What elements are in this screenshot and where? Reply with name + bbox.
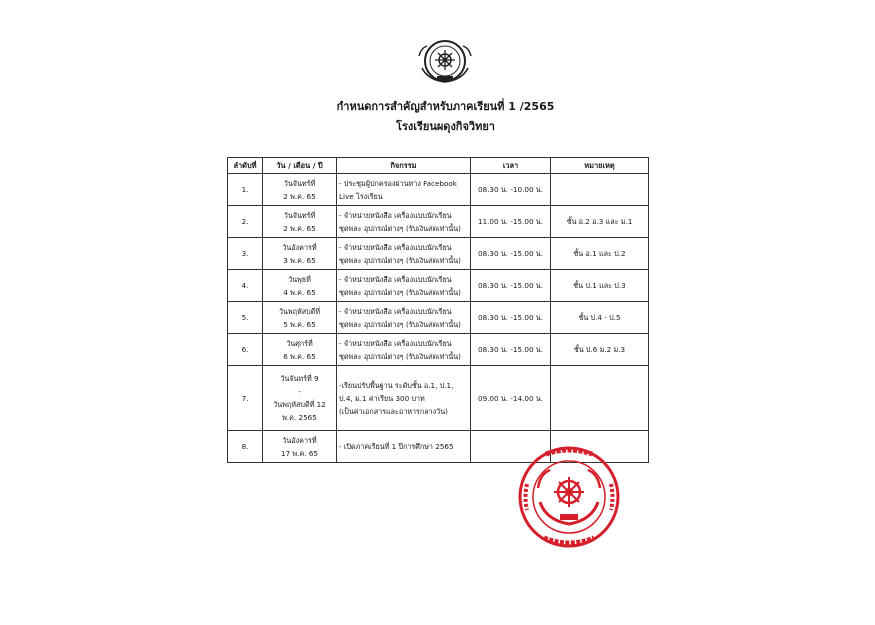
row-number: 2. <box>228 206 263 238</box>
table-row <box>228 366 649 431</box>
school-crest-icon <box>416 36 474 86</box>
row-time: 11.00 น. -15.00 น. <box>471 206 551 238</box>
row-number: 3. <box>228 238 263 270</box>
row-time: 08.30 น. -10.00 น. <box>471 174 551 206</box>
table-row <box>228 334 649 366</box>
row-date: วันจันทร์ที่ 9 - วันพฤหัสบดีที่ 12 พ.ค. 2565 <box>263 366 337 431</box>
row-number: 1. <box>228 174 263 206</box>
row-number: 8. <box>228 431 263 463</box>
row-date: วันศุกร์ที่ 6 พ.ค. 65 <box>263 334 337 366</box>
row-activity: - จำหน่ายหนังสือ เครื่องแบบนักเรียน ชุดพละ อุปกรณ์ต่างๆ (รับเงินสดเท่านั้น) <box>337 238 471 270</box>
row-date: วันพุธที่ 4 พ.ค. 65 <box>263 270 337 302</box>
column-header: กิจกรรม <box>337 158 471 174</box>
school-name: โรงเรียนผดุงกิจวิทยา <box>396 120 495 133</box>
row-date: วันจันทร์ที่ 2 พ.ค. 65 <box>263 206 337 238</box>
row-activity: - ประชุมผู้ปกครองผ่านทาง Facebook Live โรงเรียน <box>337 174 471 206</box>
table-row <box>228 238 649 270</box>
row-note <box>551 366 649 431</box>
row-number: 4. <box>228 270 263 302</box>
row-number: 7. <box>228 366 263 431</box>
row-note: ชั้น ป.4 - ป.5 <box>551 302 649 334</box>
table-row <box>228 206 649 238</box>
row-activity: - จำหน่ายหนังสือ เครื่องแบบนักเรียน ชุดพละ อุปกรณ์ต่างๆ (รับเงินสดเท่านั้น) <box>337 270 471 302</box>
row-time: 08.30 น. -15.00 น. <box>471 270 551 302</box>
row-activity: - จำหน่ายหนังสือ เครื่องแบบนักเรียน ชุดพละ อุปกรณ์ต่างๆ (รับเงินสดเท่านั้น) <box>337 206 471 238</box>
row-note: ชั้น อ.1 และ ป.2 <box>551 238 649 270</box>
column-header: วัน / เดือน / ปี <box>263 158 337 174</box>
row-note: ชั้น ป.1 และ ป.3 <box>551 270 649 302</box>
row-activity: -เรียนปรับพื้นฐาน ระดับชั้น อ.1, ป.1, ป.4, ม.1 ค่าเรียน 300 บาท (เป็นค่าเอกสารและอาหารกลางวัน) <box>337 366 471 431</box>
row-date: วันพฤหัสบดีที่ 5 พ.ค. 65 <box>263 302 337 334</box>
row-date: วันอังคารที่ 3 พ.ค. 65 <box>263 238 337 270</box>
schedule-table <box>227 157 649 463</box>
row-note: ชั้น ป.6 ม.2 ม.3 <box>551 334 649 366</box>
row-time: 09.00 น. -14.00 น. <box>471 366 551 431</box>
row-number: 5. <box>228 302 263 334</box>
row-number: 6. <box>228 334 263 366</box>
row-date: วันอังคารที่ 17 พ.ค. 65 <box>263 431 337 463</box>
column-header: ลำดับที่ <box>228 158 263 174</box>
row-time: 08.30 น. -15.00 น. <box>471 302 551 334</box>
row-note <box>551 174 649 206</box>
table-row <box>228 302 649 334</box>
column-header: เวลา <box>471 158 551 174</box>
row-time: 08.30 น. -15.00 น. <box>471 238 551 270</box>
page-title: กำหนดการสำคัญสำหรับภาคเรียนที่ 1 /2565 <box>336 100 555 113</box>
school-seal-stamp <box>516 444 622 550</box>
table-row <box>228 174 649 206</box>
row-activity: - เปิดภาคเรียนที่ 1 ปีการศึกษา 2565 <box>337 431 471 463</box>
column-header: หมายเหตุ <box>551 158 649 174</box>
table-row <box>228 270 649 302</box>
table-header-row <box>228 158 649 174</box>
row-time: 08.30 น. -15.00 น. <box>471 334 551 366</box>
row-activity: - จำหน่ายหนังสือ เครื่องแบบนักเรียน ชุดพละ อุปกรณ์ต่างๆ (รับเงินสดเท่านั้น) <box>337 334 471 366</box>
row-date: วันจันทร์ที่ 2 พ.ค. 65 <box>263 174 337 206</box>
row-activity: - จำหน่ายหนังสือ เครื่องแบบนักเรียน ชุดพละ อุปกรณ์ต่างๆ (รับเงินสดเท่านั้น) <box>337 302 471 334</box>
row-note: ชั้น อ.2 อ.3 และ ม.1 <box>551 206 649 238</box>
